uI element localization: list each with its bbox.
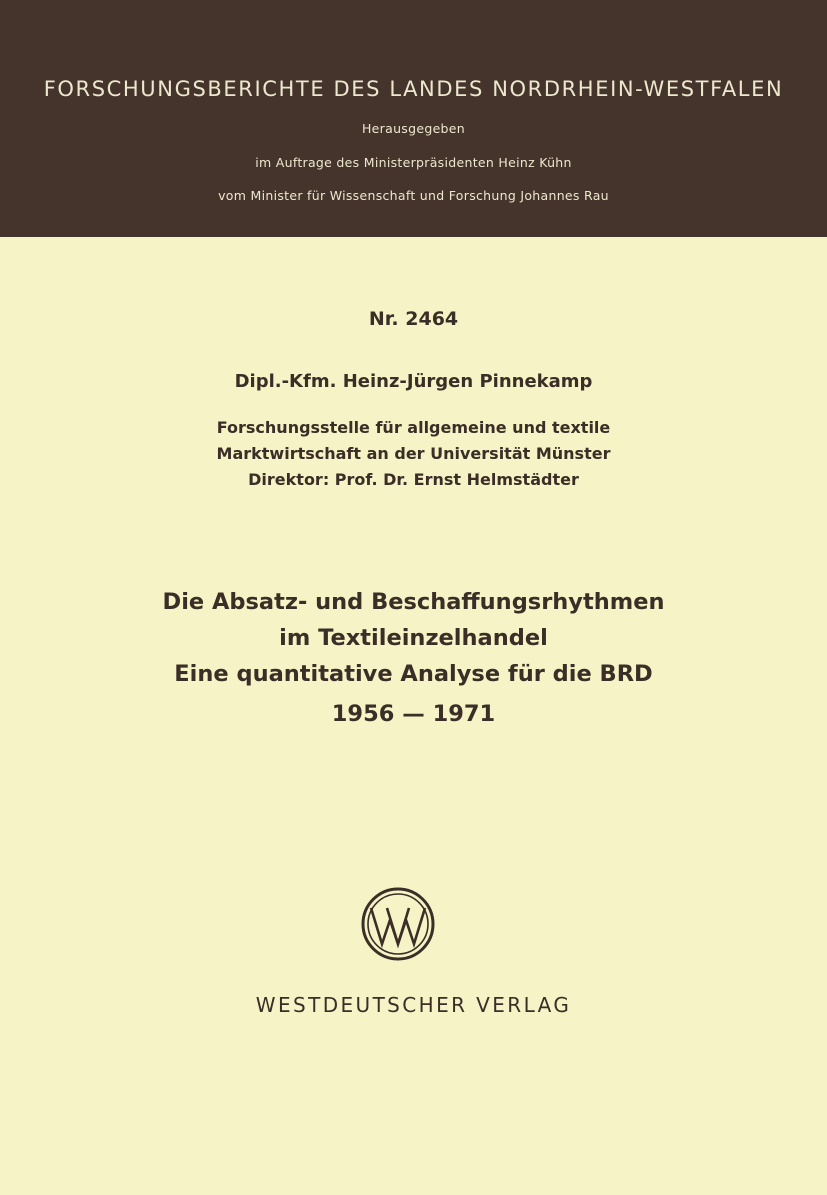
institution-line-1: Forschungsstelle für allgemeine und textile <box>216 418 611 437</box>
westdeutscher-verlag-ww-logo-icon <box>360 886 436 962</box>
author-name: Dipl.-Kfm. Heinz-Jürgen Pinnekamp <box>234 371 593 392</box>
book-title-line-2: im Textileinzelhandel <box>279 625 548 651</box>
book-title-years: 1956 — 1971 <box>331 701 496 727</box>
series-title: FORSCHUNGSBERICHTE DES LANDES NORDRHEIN-WESTFALEN <box>43 77 784 101</box>
institution-line-2: Marktwirtschaft an der Universität Münster <box>216 444 611 463</box>
editor-line: Herausgegeben <box>361 121 466 136</box>
publisher-name: WESTDEUTSCHER VERLAG <box>255 993 572 1017</box>
minister-line: vom Minister für Wissenschaft und Forschung Johannes Rau <box>218 188 609 203</box>
institution-director: Direktor: Prof. Dr. Ernst Helmstädter <box>248 470 579 489</box>
header-band <box>0 0 827 237</box>
volume-number: Nr. 2464 <box>368 308 459 330</box>
book-subtitle: Eine quantitative Analyse für die BRD <box>174 661 653 687</box>
book-title-line-1: Die Absatz- und Beschaffungsrhythmen <box>162 589 665 615</box>
commission-line: im Auftrage des Ministerpräsidenten Heinz Kühn <box>255 155 572 170</box>
